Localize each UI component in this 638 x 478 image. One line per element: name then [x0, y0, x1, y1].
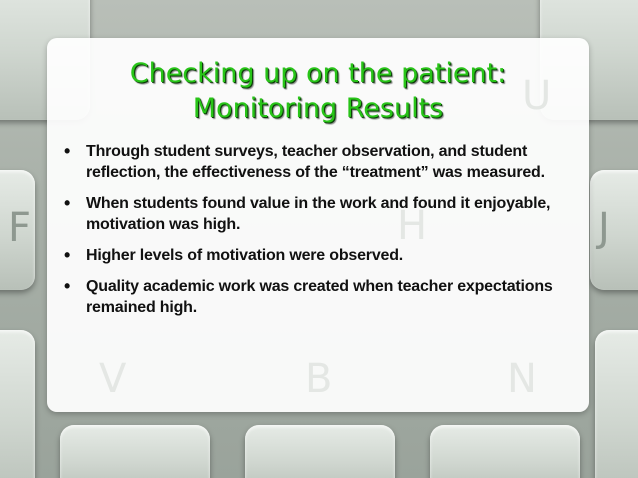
- keyboard-key: [0, 330, 35, 478]
- key-letter-n-watermark: N: [507, 356, 537, 402]
- bullet-item: [62, 276, 574, 318]
- key-letter-v-watermark: V: [99, 356, 127, 402]
- keyboard-key: [595, 330, 638, 478]
- bullet-item: [62, 245, 574, 266]
- key-letter-h-watermark: H: [397, 203, 428, 249]
- slide-title-line-1: Checking up on the patient:: [129, 58, 507, 89]
- bullet-list: [62, 141, 574, 328]
- key-letter-b-watermark: B: [305, 356, 333, 402]
- bullet-text: Quality academic work was created when teacher expectations remained high.: [86, 278, 553, 316]
- keyboard-key: [60, 425, 210, 478]
- bullet-item: [62, 141, 574, 183]
- slide-title-line-2: Monitoring Results: [192, 93, 444, 124]
- bullet-dot-icon: •: [64, 141, 71, 161]
- bullet-text: When students found value in the work and found it enjoyable, motivation was high.: [86, 195, 551, 233]
- bullet-dot-icon: •: [64, 245, 71, 265]
- keyboard-key: [245, 425, 395, 478]
- bullet-dot-icon: •: [64, 193, 71, 213]
- bullet-text: Through student surveys, teacher observation, and student reflection, the effectiveness of the “treatment” was measured.: [86, 143, 545, 181]
- bullet-item: [62, 193, 574, 235]
- bullet-dot-icon: •: [64, 276, 71, 296]
- key-letter-f: F: [8, 205, 32, 251]
- key-letter-j: J: [598, 205, 610, 251]
- slide-title: [47, 56, 589, 126]
- key-letter-u-watermark: U: [522, 73, 552, 119]
- keyboard-key: [430, 425, 580, 478]
- bullet-text: Higher levels of motivation were observed.: [86, 247, 404, 264]
